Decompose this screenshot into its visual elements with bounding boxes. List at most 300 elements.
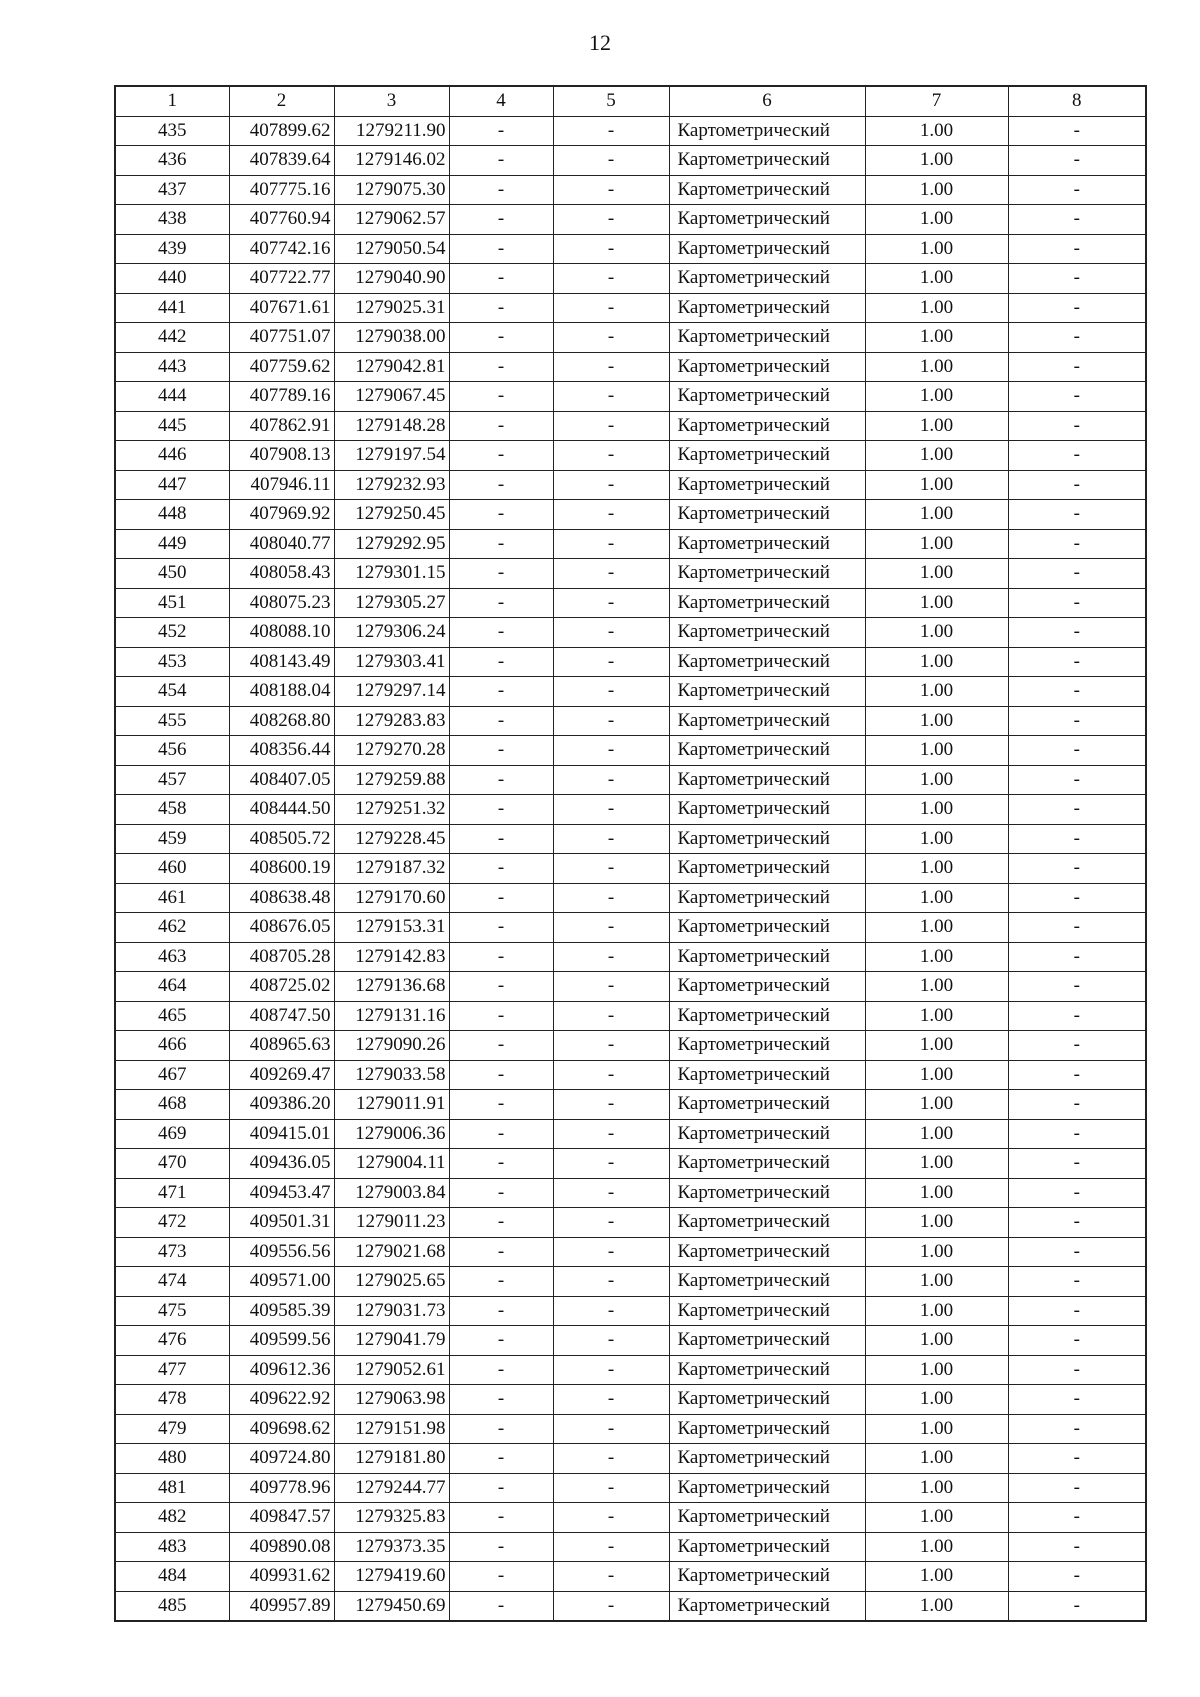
table-cell: 1279006.36 [334, 1119, 449, 1149]
table-cell: 479 [115, 1414, 229, 1444]
table-cell: - [1008, 1444, 1146, 1474]
table-cell: 1.00 [865, 1001, 1008, 1031]
table-cell: 1.00 [865, 1237, 1008, 1267]
table-cell: - [1008, 146, 1146, 176]
table-cell: - [553, 972, 669, 1002]
table-row [115, 677, 1146, 707]
column-header-3: 3 [334, 86, 449, 116]
table-cell: - [1008, 1562, 1146, 1592]
table-cell: 1.00 [865, 529, 1008, 559]
page-number: 12 [589, 30, 611, 55]
table-cell: Картометрический [669, 1591, 865, 1621]
table-cell: 1279197.54 [334, 441, 449, 471]
table-cell: 447 [115, 470, 229, 500]
table-cell: 1.00 [865, 1149, 1008, 1179]
table-cell: 446 [115, 441, 229, 471]
table-cell: - [1008, 1149, 1146, 1179]
table-row [115, 854, 1146, 884]
table-cell: Картометрический [669, 234, 865, 264]
table-row [115, 411, 1146, 441]
table-row [115, 706, 1146, 736]
table-cell: 407759.62 [229, 352, 334, 382]
table-cell: - [1008, 588, 1146, 618]
table-cell: 409436.05 [229, 1149, 334, 1179]
table-cell: - [553, 175, 669, 205]
table-cell: 1279187.32 [334, 854, 449, 884]
table-cell: Картометрический [669, 824, 865, 854]
table-cell: - [553, 1296, 669, 1326]
table-cell: 448 [115, 500, 229, 530]
table-cell: 1.00 [865, 116, 1008, 146]
table-cell: Картометрический [669, 1208, 865, 1238]
table-cell: Картометрический [669, 1532, 865, 1562]
table-row [115, 1591, 1146, 1621]
table-cell: - [449, 1296, 553, 1326]
table-row [115, 1444, 1146, 1474]
table-cell: 407908.13 [229, 441, 334, 471]
table-cell: 1279170.60 [334, 883, 449, 913]
table-cell: - [449, 1444, 553, 1474]
table-body [115, 116, 1146, 1621]
table-cell: - [449, 146, 553, 176]
table-cell: 1279250.45 [334, 500, 449, 530]
table-cell: - [553, 116, 669, 146]
table-cell: - [553, 677, 669, 707]
table-cell: - [1008, 470, 1146, 500]
table-cell: Картометрический [669, 618, 865, 648]
table-cell: - [449, 1355, 553, 1385]
table-cell: 409931.62 [229, 1562, 334, 1592]
table-cell: 409778.96 [229, 1473, 334, 1503]
table-cell: Картометрический [669, 736, 865, 766]
table-row [115, 1385, 1146, 1415]
column-header-4: 4 [449, 86, 553, 116]
table-cell: - [553, 883, 669, 913]
table-cell: Картометрический [669, 470, 865, 500]
table-cell: 1279025.65 [334, 1267, 449, 1297]
table-cell: - [1008, 352, 1146, 382]
table-cell: Картометрический [669, 1503, 865, 1533]
table-row [115, 1503, 1146, 1533]
table-cell: Картометрический [669, 382, 865, 412]
table-row [115, 1208, 1146, 1238]
table-cell: 439 [115, 234, 229, 264]
table-cell: 409612.36 [229, 1355, 334, 1385]
table-cell: - [553, 146, 669, 176]
table-cell: 1.00 [865, 765, 1008, 795]
table-cell: 407789.16 [229, 382, 334, 412]
table-cell: - [1008, 1532, 1146, 1562]
column-header-2: 2 [229, 86, 334, 116]
table-cell: 408676.05 [229, 913, 334, 943]
table-cell: - [449, 1001, 553, 1031]
table-cell: - [449, 883, 553, 913]
table-cell: - [449, 352, 553, 382]
table-cell: Картометрический [669, 411, 865, 441]
table-cell: 407969.92 [229, 500, 334, 530]
table-cell: 1279297.14 [334, 677, 449, 707]
table-cell: 484 [115, 1562, 229, 1592]
table-cell: 1.00 [865, 1385, 1008, 1415]
table-cell: 1.00 [865, 647, 1008, 677]
table-row [115, 972, 1146, 1002]
table-cell: 1.00 [865, 411, 1008, 441]
table-cell: - [553, 1178, 669, 1208]
table-cell: - [553, 854, 669, 884]
table-cell: 1.00 [865, 234, 1008, 264]
table-cell: - [553, 234, 669, 264]
table-cell: Картометрический [669, 559, 865, 589]
table-row [115, 1060, 1146, 1090]
table-cell: - [1008, 824, 1146, 854]
table-cell: - [449, 647, 553, 677]
table-cell: 407839.64 [229, 146, 334, 176]
table-cell: Картометрический [669, 1090, 865, 1120]
table-cell: 1.00 [865, 677, 1008, 707]
table-cell: 480 [115, 1444, 229, 1474]
table-row [115, 883, 1146, 913]
table-cell: 1.00 [865, 618, 1008, 648]
table-cell: 1279146.02 [334, 146, 449, 176]
table-row [115, 913, 1146, 943]
table-cell: 1279211.90 [334, 116, 449, 146]
table-cell: 457 [115, 765, 229, 795]
table-cell: Картометрический [669, 854, 865, 884]
table-cell: 464 [115, 972, 229, 1002]
table-cell: - [449, 854, 553, 884]
table-cell: 1.00 [865, 588, 1008, 618]
table-cell: 407760.94 [229, 205, 334, 235]
table-cell: 471 [115, 1178, 229, 1208]
table-cell: 409585.39 [229, 1296, 334, 1326]
table-cell: - [1008, 205, 1146, 235]
table-cell: - [449, 470, 553, 500]
table-cell: - [1008, 765, 1146, 795]
table-cell: 477 [115, 1355, 229, 1385]
table-cell: 407946.11 [229, 470, 334, 500]
table-cell: - [1008, 795, 1146, 825]
table-cell: - [449, 382, 553, 412]
table-cell: 1279003.84 [334, 1178, 449, 1208]
table-cell: 1.00 [865, 382, 1008, 412]
table-cell: 455 [115, 706, 229, 736]
table-cell: 408407.05 [229, 765, 334, 795]
table-cell: 409453.47 [229, 1178, 334, 1208]
table-cell: Картометрический [669, 1119, 865, 1149]
table-cell: Картометрический [669, 677, 865, 707]
table-cell: Картометрический [669, 765, 865, 795]
table-row [115, 1119, 1146, 1149]
table-row [115, 323, 1146, 353]
table-cell: - [1008, 559, 1146, 589]
table-cell: 1279075.30 [334, 175, 449, 205]
table-cell: - [1008, 913, 1146, 943]
table-cell: - [553, 411, 669, 441]
table-cell: - [553, 1591, 669, 1621]
table-row [115, 352, 1146, 382]
table-cell: - [553, 942, 669, 972]
table-cell: 443 [115, 352, 229, 382]
table-row [115, 588, 1146, 618]
table-row [115, 736, 1146, 766]
table-row [115, 1326, 1146, 1356]
table-cell: - [553, 765, 669, 795]
table-cell: 462 [115, 913, 229, 943]
table-cell: - [449, 1532, 553, 1562]
table-cell: - [449, 795, 553, 825]
table-cell: Картометрический [669, 647, 865, 677]
table-cell: 441 [115, 293, 229, 323]
table-cell: - [553, 1001, 669, 1031]
table-row [115, 382, 1146, 412]
table-cell: - [1008, 883, 1146, 913]
table-cell: - [449, 618, 553, 648]
table-cell: Картометрический [669, 1355, 865, 1385]
table-cell: 1.00 [865, 1355, 1008, 1385]
table-cell: - [553, 470, 669, 500]
table-cell: 483 [115, 1532, 229, 1562]
table-cell: 1.00 [865, 1473, 1008, 1503]
table-cell: 408088.10 [229, 618, 334, 648]
table-cell: 407899.62 [229, 116, 334, 146]
table-cell: 1.00 [865, 1562, 1008, 1592]
table-row [115, 1562, 1146, 1592]
table-row [115, 293, 1146, 323]
table-cell: 1279151.98 [334, 1414, 449, 1444]
table-cell: - [1008, 972, 1146, 1002]
table-cell: Картометрический [669, 1473, 865, 1503]
table-cell: - [1008, 175, 1146, 205]
table-cell: - [1008, 293, 1146, 323]
table-row [115, 470, 1146, 500]
table-cell: - [449, 706, 553, 736]
table-cell: - [449, 1208, 553, 1238]
table-cell: 1279011.23 [334, 1208, 449, 1238]
table-cell: - [1008, 264, 1146, 294]
table-cell: 452 [115, 618, 229, 648]
table-cell: 459 [115, 824, 229, 854]
table-cell: 407722.77 [229, 264, 334, 294]
table-cell: 1.00 [865, 352, 1008, 382]
table-row [115, 1296, 1146, 1326]
table-cell: 409571.00 [229, 1267, 334, 1297]
table-cell: 408268.80 [229, 706, 334, 736]
table-cell: Картометрический [669, 1149, 865, 1179]
table-cell: 1279062.57 [334, 205, 449, 235]
table-cell: 1279090.26 [334, 1031, 449, 1061]
table-cell: 1279004.11 [334, 1149, 449, 1179]
table-cell: Картометрический [669, 1031, 865, 1061]
table-cell: 409724.80 [229, 1444, 334, 1474]
table-cell: 408965.63 [229, 1031, 334, 1061]
table-cell: 1.00 [865, 1296, 1008, 1326]
table-row [115, 1473, 1146, 1503]
table-cell: - [449, 824, 553, 854]
table-cell: - [449, 588, 553, 618]
column-header-1: 1 [115, 86, 229, 116]
table-cell: 476 [115, 1326, 229, 1356]
table-row [115, 1031, 1146, 1061]
table-cell: 408040.77 [229, 529, 334, 559]
table-cell: - [1008, 411, 1146, 441]
table-cell: - [1008, 854, 1146, 884]
table-cell: - [553, 824, 669, 854]
table-row [115, 529, 1146, 559]
table-cell: - [553, 382, 669, 412]
table-cell: 408058.43 [229, 559, 334, 589]
table-row [115, 942, 1146, 972]
table-cell: 1.00 [865, 1208, 1008, 1238]
table-cell: 1.00 [865, 706, 1008, 736]
table-cell: - [449, 264, 553, 294]
table-cell: 407862.91 [229, 411, 334, 441]
table-cell: 1.00 [865, 736, 1008, 766]
table-cell: 1279063.98 [334, 1385, 449, 1415]
table-cell: - [449, 323, 553, 353]
table-cell: - [449, 1119, 553, 1149]
table-row [115, 1414, 1146, 1444]
table-cell: 1.00 [865, 824, 1008, 854]
table-row [115, 264, 1146, 294]
table-cell: - [449, 559, 553, 589]
table-cell: 1279040.90 [334, 264, 449, 294]
table-cell: Картометрический [669, 264, 865, 294]
table-cell: 1279244.77 [334, 1473, 449, 1503]
table-cell: Картометрический [669, 441, 865, 471]
table-cell: - [553, 559, 669, 589]
table-cell: - [449, 1385, 553, 1415]
table-cell: - [449, 1562, 553, 1592]
table-cell: 1279011.91 [334, 1090, 449, 1120]
table-cell: - [1008, 1119, 1146, 1149]
table-cell: 1279052.61 [334, 1355, 449, 1385]
table-cell: 450 [115, 559, 229, 589]
table-cell: - [1008, 706, 1146, 736]
table-cell: 1279305.27 [334, 588, 449, 618]
table-cell: 409501.31 [229, 1208, 334, 1238]
table-cell: Картометрический [669, 175, 865, 205]
table-cell: - [1008, 647, 1146, 677]
table-cell: 453 [115, 647, 229, 677]
table-cell: 408600.19 [229, 854, 334, 884]
table-cell: - [1008, 1031, 1146, 1061]
table-cell: 408143.49 [229, 647, 334, 677]
table-cell: 1279303.41 [334, 647, 449, 677]
table-cell: - [553, 647, 669, 677]
table-cell: - [1008, 1473, 1146, 1503]
table-cell: - [1008, 736, 1146, 766]
table-cell: 442 [115, 323, 229, 353]
table-cell: 408725.02 [229, 972, 334, 1002]
table-cell: - [553, 1237, 669, 1267]
table-cell: - [1008, 1267, 1146, 1297]
table-cell: 470 [115, 1149, 229, 1179]
table-cell: Картометрический [669, 1296, 865, 1326]
table-cell: 1.00 [865, 1532, 1008, 1562]
table-cell: 465 [115, 1001, 229, 1031]
table-cell: - [553, 529, 669, 559]
table-cell: 408444.50 [229, 795, 334, 825]
table-row [115, 559, 1146, 589]
table-cell: 1.00 [865, 1178, 1008, 1208]
table-cell: 451 [115, 588, 229, 618]
table-cell: - [553, 1532, 669, 1562]
table-cell: 1279025.31 [334, 293, 449, 323]
table-cell: - [449, 1031, 553, 1061]
table-cell: - [1008, 1237, 1146, 1267]
table-cell: 1279031.73 [334, 1296, 449, 1326]
table-cell: 1279301.15 [334, 559, 449, 589]
table-cell: 1279153.31 [334, 913, 449, 943]
table-cell: - [1008, 1090, 1146, 1120]
table-cell: 1279050.54 [334, 234, 449, 264]
table-cell: 461 [115, 883, 229, 913]
table-cell: 1279142.83 [334, 942, 449, 972]
table-cell: Картометрический [669, 942, 865, 972]
table-cell: 1.00 [865, 1060, 1008, 1090]
table-cell: 409622.92 [229, 1385, 334, 1415]
table-cell: Картометрический [669, 146, 865, 176]
table-cell: 1.00 [865, 942, 1008, 972]
table-cell: 409957.89 [229, 1591, 334, 1621]
table-cell: - [1008, 1385, 1146, 1415]
table-cell: Картометрический [669, 588, 865, 618]
table-row [115, 146, 1146, 176]
table-cell: - [553, 293, 669, 323]
column-header-6: 6 [669, 86, 865, 116]
table-cell: - [449, 175, 553, 205]
table-cell: - [449, 1503, 553, 1533]
table-cell: - [553, 1031, 669, 1061]
table-cell: 475 [115, 1296, 229, 1326]
table-cell: - [553, 618, 669, 648]
table-cell: 469 [115, 1119, 229, 1149]
table-cell: 409556.56 [229, 1237, 334, 1267]
table-cell: - [449, 411, 553, 441]
table-cell: 1.00 [865, 323, 1008, 353]
table-cell: - [449, 942, 553, 972]
table-cell: - [1008, 1414, 1146, 1444]
table-cell: Картометрический [669, 706, 865, 736]
table-cell: - [553, 1208, 669, 1238]
table-cell: - [1008, 1060, 1146, 1090]
table-cell: 438 [115, 205, 229, 235]
table-cell: 409698.62 [229, 1414, 334, 1444]
table-cell: Картометрический [669, 1562, 865, 1592]
table-cell: 458 [115, 795, 229, 825]
table-cell: - [1008, 677, 1146, 707]
table-cell: 408356.44 [229, 736, 334, 766]
table-cell: - [553, 1562, 669, 1592]
table-cell: - [553, 1090, 669, 1120]
table-cell: 460 [115, 854, 229, 884]
table-cell: 1279292.95 [334, 529, 449, 559]
table-cell: 437 [115, 175, 229, 205]
table-row [115, 1149, 1146, 1179]
table-cell: 1279419.60 [334, 1562, 449, 1592]
table-row [115, 1178, 1146, 1208]
table-cell: 408505.72 [229, 824, 334, 854]
table-cell: - [449, 677, 553, 707]
table-cell: 440 [115, 264, 229, 294]
table-cell: 1279450.69 [334, 1591, 449, 1621]
table-cell: - [449, 293, 553, 323]
table-cell: - [553, 1149, 669, 1179]
table-cell: 407751.07 [229, 323, 334, 353]
table-cell: 436 [115, 146, 229, 176]
table-cell: - [449, 1591, 553, 1621]
table-cell: - [449, 1149, 553, 1179]
